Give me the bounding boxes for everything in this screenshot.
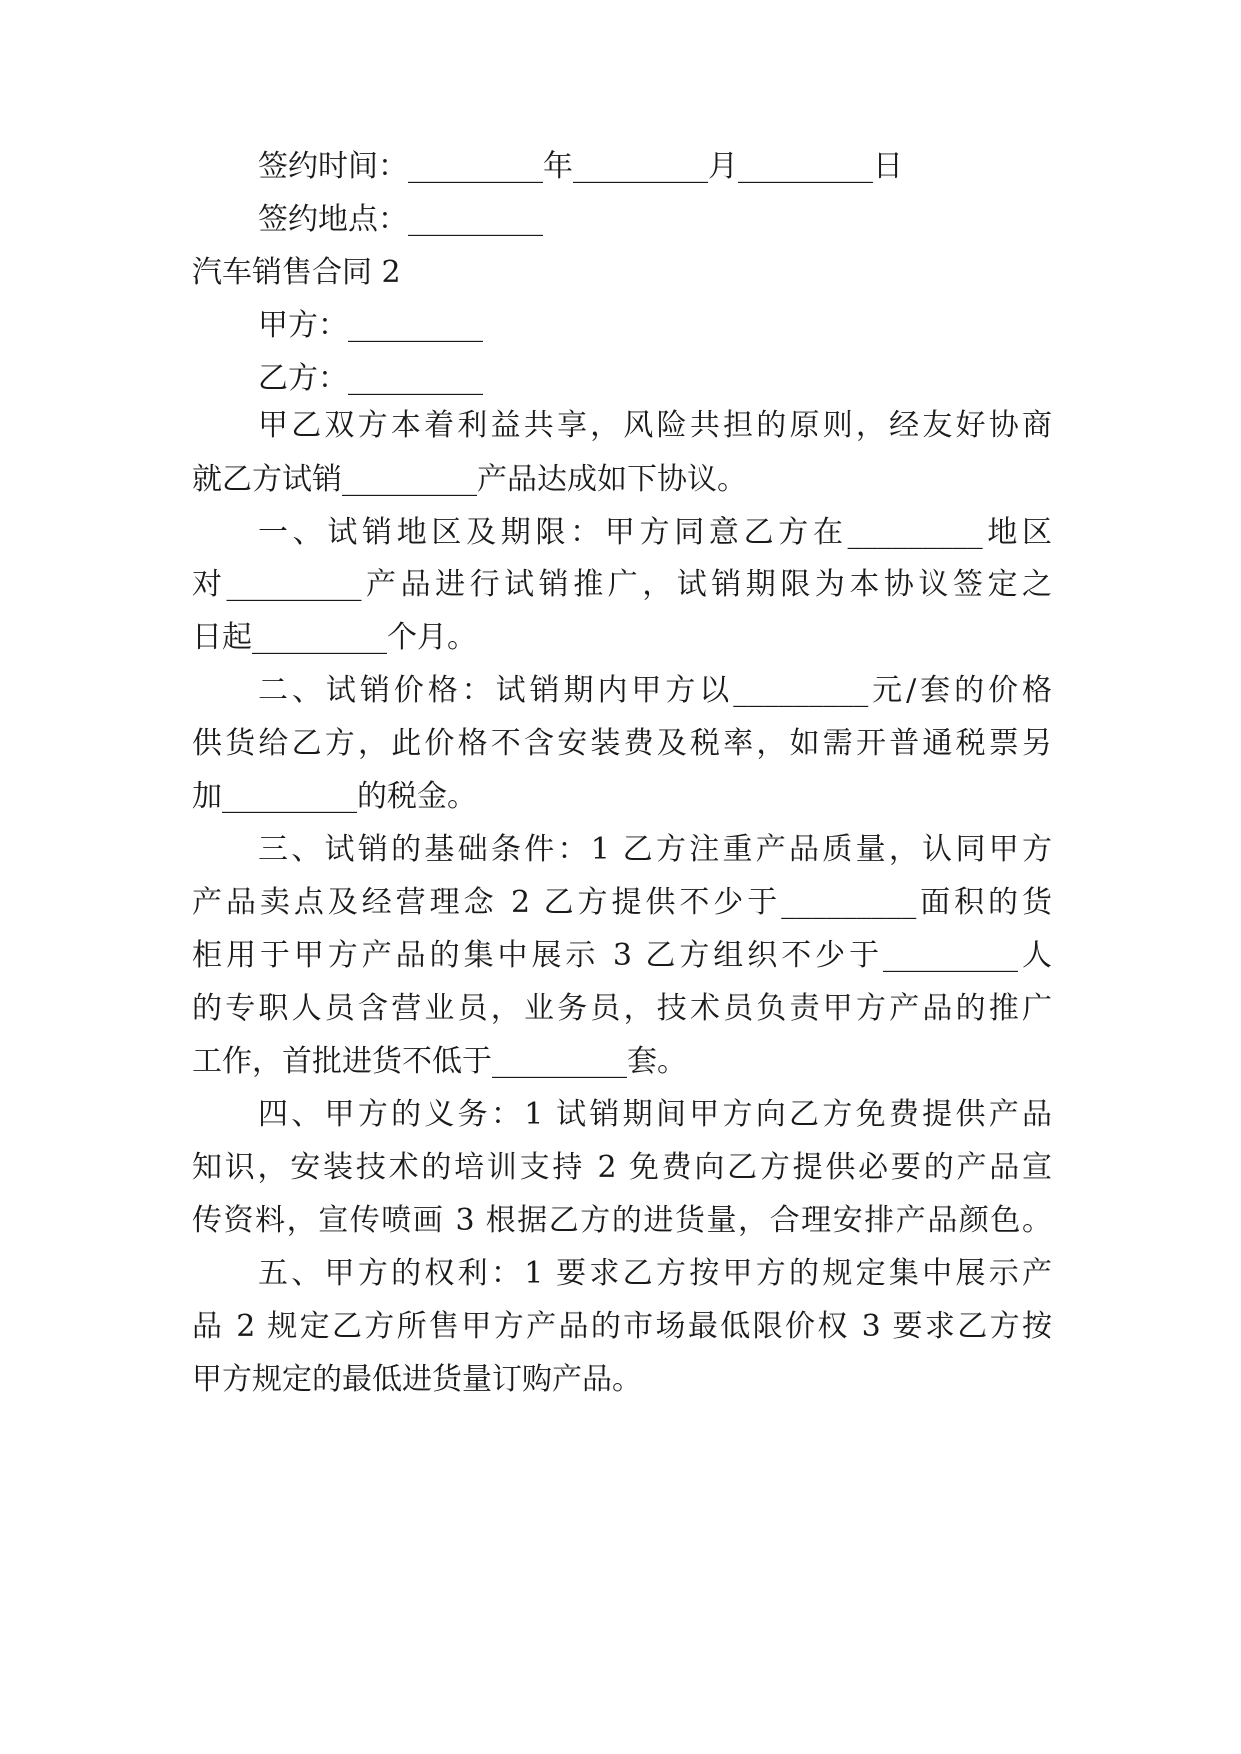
- paragraph-line: 甲乙双方本着利益共享，风险共担的原则，经友好协商: [258, 408, 1052, 443]
- paragraph-line: 的专职人员含营业员，业务员，技术员负责甲方产品的推广: [192, 991, 1052, 1026]
- signing-place-line: 签约地点：_________: [258, 202, 543, 237]
- party-a-line: 甲方：_________: [258, 308, 483, 343]
- paragraph-line: 柜用于甲方产品的集中展示 3 乙方组织不少于_________人: [192, 938, 1052, 973]
- paragraph-line: 传资料，宣传喷画 3 根据乙方的进货量，合理安排产品颜色。: [192, 1203, 1052, 1238]
- paragraph-line: 供货给乙方，此价格不含安装费及税率，如需开普通税票另: [192, 726, 1052, 761]
- paragraph-line: 知识，安装技术的培训支持 2 免费向乙方提供必要的产品宣: [192, 1150, 1052, 1185]
- paragraph-line: 产品卖点及经营理念 2 乙方提供不少于_________面积的货: [192, 885, 1052, 920]
- paragraph-line: 加_________的税金。: [192, 779, 477, 814]
- paragraph-line: 一、试销地区及期限：甲方同意乙方在_________地区: [258, 515, 1052, 550]
- paragraph-line: 就乙方试销_________产品达成如下协议。: [192, 462, 747, 497]
- paragraph-line: 对_________产品进行试销推广，试销期限为本协议签定之: [192, 567, 1052, 602]
- paragraph-line: 四、甲方的义务：1 试销期间甲方向乙方免费提供产品: [258, 1097, 1052, 1132]
- signing-time-line: 签约时间：_________年_________月_________日: [258, 149, 903, 184]
- party-b-line: 乙方：_________: [258, 361, 483, 396]
- paragraph-line: 品 2 规定乙方所售甲方产品的市场最低限价权 3 要求乙方按: [192, 1309, 1052, 1344]
- contract-title: 汽车销售合同 2: [192, 255, 401, 290]
- paragraph-line: 三、试销的基础条件：1 乙方注重产品质量，认同甲方: [258, 832, 1052, 867]
- paragraph-line: 工作，首批进货不低于_________套。: [192, 1044, 687, 1079]
- paragraph-line: 甲方规定的最低进货量订购产品。: [192, 1362, 642, 1397]
- paragraph-line: 五、甲方的权利：1 要求乙方按甲方的规定集中展示产: [258, 1256, 1052, 1291]
- paragraph-line: 日起_________个月。: [192, 620, 477, 655]
- paragraph-line: 二、试销价格：试销期内甲方以_________元/套的价格: [258, 673, 1052, 708]
